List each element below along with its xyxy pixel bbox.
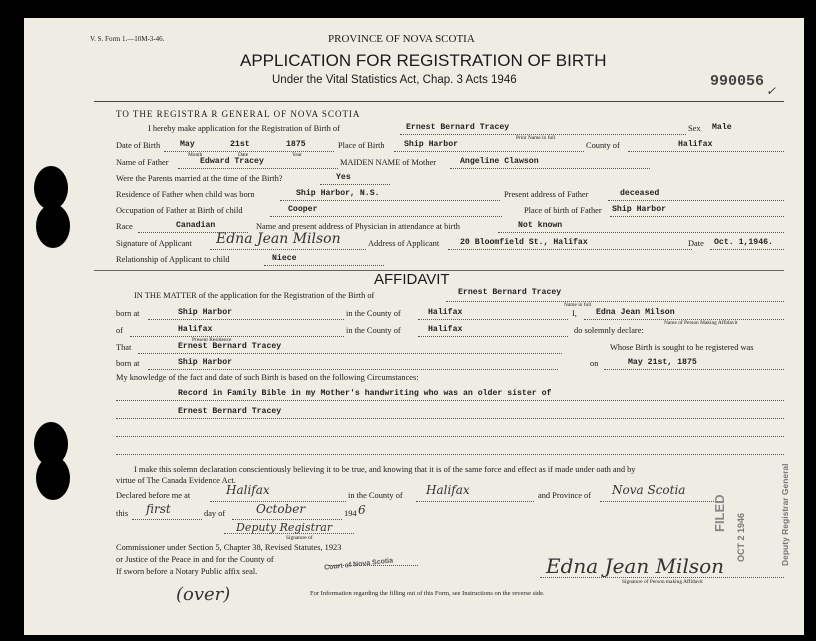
dob-month-value: May (180, 140, 195, 149)
day-of-label: day of (204, 509, 226, 518)
father-birthplace-label: Place of birth of Father (524, 206, 602, 215)
race-value: Canadian (176, 221, 216, 230)
born-at2-value: Ship Harbor (178, 358, 233, 367)
i-label: I, (572, 309, 577, 318)
dob-label: Date of Birth (116, 141, 161, 150)
born-at-value: Ship Harbor (178, 308, 233, 317)
relationship-label: Relationship of Applicant to child (116, 255, 230, 264)
name-in-full-note: Name in full (564, 302, 592, 308)
year-note: Year (292, 152, 302, 158)
declared-county-value: Halifax (426, 483, 470, 497)
pob-value: Ship Harbor (404, 140, 459, 149)
address-value: 20 Bloomfield St., Halifax (460, 238, 588, 247)
province-label: and Province of (538, 491, 592, 500)
matter-label: IN THE MATTER of the application for the Registration of the Birth of (134, 291, 375, 300)
father-present-label: Present address of Father (504, 190, 589, 199)
father-label: Name of Father (116, 158, 169, 167)
dob-day-value: 21st (230, 140, 250, 149)
mother-label: MAIDEN NAME of Mother (340, 158, 437, 167)
form-subtitle: Under the Vital Statistics Act, Chap. 3 Acts 1946 (272, 74, 517, 86)
date-note: Date (238, 152, 249, 158)
person-note: Signature of Person making Affidavit (622, 579, 703, 585)
father-residence-label: Residence of Father when child was born (116, 190, 255, 199)
date-label: Date (688, 239, 704, 248)
signature-label: Signature of Applicant (116, 239, 192, 248)
residence-note: Present Residence (192, 337, 232, 343)
that-name-value: Ernest Bernard Tracey (178, 342, 282, 351)
declaration-line-2: virtue of The Canada Evidence Act. (116, 476, 236, 485)
father-present-value: deceased (620, 189, 660, 198)
married-label: Were the Parents married at the time of the Birth? (116, 174, 283, 183)
check-mark: ✓ (766, 84, 777, 98)
child-name-value: Ernest Bernard Tracey (406, 123, 510, 132)
dob-year-value: 1875 (286, 140, 306, 149)
of-label: of (116, 326, 123, 335)
circumstance-line-2: Ernest Bernard Tracey (178, 407, 282, 416)
commissioner-signature: Deputy Registrar (236, 521, 333, 534)
notary-text: If sworn before a Notary Public affix seal. (116, 567, 258, 576)
year-prefix: 194 (344, 509, 357, 518)
year-suffix: 6 (358, 503, 366, 517)
born-county-label: in the County of (346, 309, 401, 318)
commissioner-text: Commissioner under Section 5, Chapter 38, Revised Statutes, 1923 (116, 543, 342, 552)
race-label: Race (116, 222, 133, 231)
pob-label: Place of Birth (338, 141, 385, 150)
matter-name-value: Ernest Bernard Tracey (458, 288, 562, 297)
relationship-value: Niece (272, 254, 297, 263)
physician-value: Not known (518, 221, 563, 230)
this-day-value: first (146, 502, 171, 516)
province-heading: PROVINCE OF NOVA SCOTIA (328, 33, 475, 45)
of-county-label: in the County of (346, 326, 401, 335)
born-at-label: born at (116, 309, 140, 318)
county-value: Halifax (678, 140, 713, 149)
month-note: Month (188, 152, 203, 158)
deputy-registrar-stamp: Deputy Registrar General (780, 463, 790, 566)
form-instructions: For Information regarding the filling out of this Form, see Instructions on the reverse side. (310, 590, 545, 597)
of-county-value: Halifax (428, 325, 463, 334)
punch-hole-bottom (36, 456, 70, 500)
occupation-label: Occupation of Father at Birth of child (116, 206, 243, 215)
this-label: this (116, 509, 129, 518)
on-date-value: May 21st, 1875 (628, 358, 697, 367)
father-residence-value: Ship Harbor, N.S. (296, 189, 380, 198)
circumstance-line-1: Record in Family Bible in my Mother's handwriting who was an older sister of (178, 389, 552, 398)
justice-text: or Justice of the Peace in and for the County of (116, 555, 274, 564)
declaration-line-1: I make this solemn declaration conscientiously believing it to be true, and knowing that it is of the same force and effect as if made under oath and by (134, 465, 636, 474)
declared-label: Declared before me at (116, 491, 191, 500)
whose-birth-label: Whose Birth is sought to be registered was (610, 343, 754, 352)
registration-number: 990056 (710, 73, 765, 90)
deponent-value: Edna Jean Milson (596, 308, 675, 317)
married-value: Yes (336, 173, 351, 182)
commissioner-note: Signature of (286, 535, 313, 541)
on-label: on (590, 359, 599, 368)
month-value: October (256, 502, 306, 516)
declared-at-value: Halifax (226, 483, 270, 497)
of-place-value: Halifax (178, 325, 213, 334)
applicant-signature: Edna Jean Milson (216, 231, 341, 247)
knowledge-text: My knowledge of the fact and date of such Birth is based on the following Circumstances: (116, 373, 419, 382)
affidavit-heading: AFFIDAVIT (374, 271, 450, 288)
print-name-note: Print Name in full (516, 135, 556, 141)
mother-value: Angeline Clawson (460, 157, 539, 166)
form-title: APPLICATION FOR REGISTRATION OF BIRTH (240, 51, 607, 70)
filed-date-stamp: OCT 2 1946 (736, 512, 746, 562)
born-at2-label: born at (116, 359, 140, 368)
date-value: Oct. 1,1946. (714, 238, 773, 247)
person-signature: Edna Jean Milson (546, 554, 725, 578)
physician-label: Name and present address of Physician in attendance at birth (256, 222, 460, 231)
declare-label: do solemnly declare: (574, 326, 644, 335)
province-value: Nova Scotia (612, 483, 686, 497)
born-county-value: Halifax (428, 308, 463, 317)
address-label: Address of Applicant (368, 239, 440, 248)
over-note: (over) (176, 584, 231, 605)
intro-label: I hereby make application for the Registration of Birth of (148, 124, 340, 133)
father-value: Edward Tracey (200, 157, 264, 166)
occupation-value: Cooper (288, 205, 318, 214)
filed-stamp: FILED (712, 494, 727, 532)
birth-registration-form (24, 18, 804, 635)
deponent-note: Name of Person Making Affidavit (664, 320, 738, 326)
form-number: V. S. Form 1.—10M-3-46. (90, 35, 165, 43)
punch-hole-middle (36, 204, 70, 248)
registrar-address-line: TO THE REGISTRA R GENERAL OF NOVA SCOTIA (116, 109, 361, 119)
that-label: That (116, 343, 132, 352)
county-label: County of (586, 141, 620, 150)
declared-county-label: in the County of (348, 491, 403, 500)
court-stamp: Court of Nova Scotia (323, 557, 394, 572)
sex-label: Sex (688, 124, 701, 133)
father-birthplace-value: Ship Harbor (612, 205, 667, 214)
sex-value: Male (712, 123, 732, 132)
